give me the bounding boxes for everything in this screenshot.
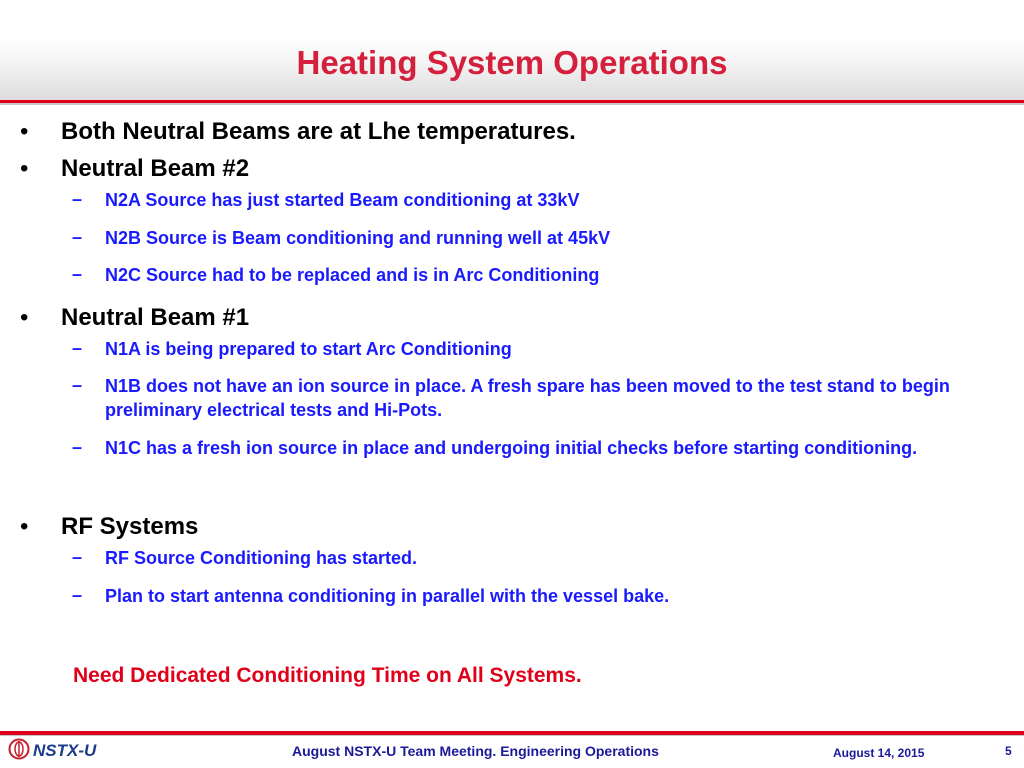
sub-item-rf-source: RF Source Conditioning has started. [105, 548, 418, 568]
sub-bullet-marker: – [72, 264, 83, 284]
sub-item-antenna: Plan to start antenna conditioning in parallel with the vessel bake. [105, 586, 670, 606]
sub-item-n1b: N1B does not have an ion source in place. A fresh spare has been moved to the test stand to begin preliminary electrical tests and Hi-Pots. [105, 376, 950, 420]
bullet-lhe-temperatures: Both Neutral Beams are at Lhe temperatures. [61, 118, 576, 145]
bullet-neutral-beam-2: Neutral Beam #2 [61, 155, 250, 182]
sub-bullet-marker: – [72, 547, 83, 567]
page-number: 5 [1005, 744, 1012, 758]
sub-item-n2b: N2B Source is Beam conditioning and running well at 45kV [105, 228, 611, 248]
bullet-marker: • [20, 304, 29, 331]
nstx-logo-icon [8, 738, 30, 765]
bullet-marker: • [20, 513, 29, 540]
footer-logo [8, 739, 96, 763]
bullet-rf-systems: RF Systems [61, 513, 199, 540]
bullet-neutral-beam-1: Neutral Beam #1 [61, 304, 250, 331]
slide-title: Heating System Operations [296, 44, 728, 81]
sub-bullet-marker: – [72, 375, 83, 395]
logo-text: NSTX-U [33, 741, 97, 760]
sub-item-n2c: N2C Source had to be replaced and is in Arc Conditioning [105, 265, 600, 285]
sub-item-n1a: N1A is being prepared to start Arc Conditioning [105, 339, 512, 359]
footer-divider-shadow [0, 735, 1024, 736]
sub-bullet-marker: – [72, 338, 83, 358]
bullet-marker: • [20, 118, 29, 145]
bullet-marker: • [20, 155, 29, 182]
callout-text: Need Dedicated Conditioning Time on All Systems. [73, 664, 582, 687]
sub-item-n1c: N1C has a fresh ion source in place and undergoing initial checks before starting conditioning. [105, 438, 918, 458]
sub-bullet-marker: – [72, 227, 83, 247]
sub-bullet-marker: – [72, 189, 83, 209]
sub-bullet-marker: – [72, 585, 83, 605]
footer-meeting-title: August NSTX-U Team Meeting. Engineering Operations [292, 743, 659, 759]
title-divider-shadow [0, 103, 1024, 105]
footer-date: August 14, 2015 [833, 746, 925, 760]
sub-bullet-marker: – [72, 437, 83, 457]
sub-item-n2a: N2A Source has just started Beam conditioning at 33kV [105, 190, 580, 210]
